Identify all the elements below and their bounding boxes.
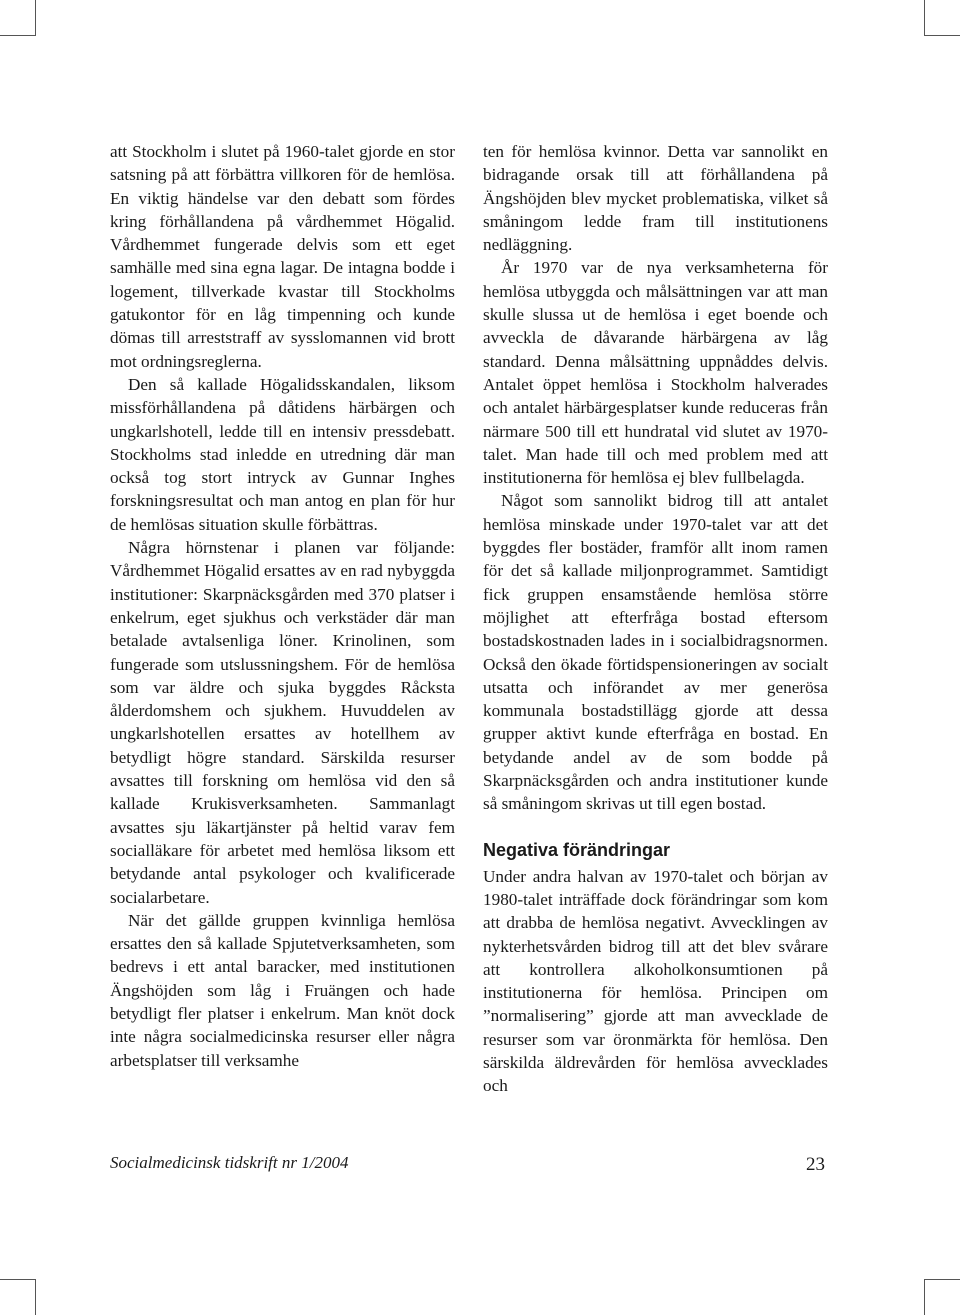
- body-paragraph: Några hörnstenar i planen var följande: Vårdhemmet Högalid ersattes av en rad nybyggda institutioner: Skarpnäcksgården med 370 platser i enkelrum, eget sjukhus och verkstäder där man betalade avtalsenliga löner. Krinolinen, som fungerade som utslussningshem. För de hemlösa som var äldre och sjuka byggdes Råcksta ålderdomshem och sjukhem. Huvuddelen av ungkarlshotellen ersattes av hotellhem av betydligt högre standard. Särskilda resurser avsattes till forskning om hemlösa vid den så kallade Krukisverksamheten. Sammanlagt avsattes sju läkartjänster på heltid varav fem socialläkare för arbetet med hemlösa liksom ett betydande antal psykologer och kvalificerade socialarbetare.: [110, 538, 455, 907]
- crop-mark: [924, 35, 960, 36]
- body-paragraph: Något som sannolikt bidrog till att antalet hemlösa minskade under 1970-talet var att det byggdes fler bostäder, framför allt inom ramen för det så kallade miljonprogrammet. Samtidigt fick gruppen ensamstående hemlösa större möjlighet att efterfråga bostad eftersom bostadskostnaden lades in i socialbidragsnormen. Också den ökade förtidspensioneringen av socialt utsatta och införandet av mer generösa kommunala bostadstillägg gjorde att dessa grupper aktivt kunde efterfråga en bostad. En betydande andel av de som bodde på Skarpnäcksgården och andra institutioner kunde så småningom skrivas ut till egen bostad.: [483, 491, 828, 814]
- body-paragraph: Under andra halvan av 1970-talet och början av 1980-talet inträffade dock förändringar som kom att drabba de hemlösa negativt. Avvecklingen av nykterhetsvården bidrog till att det blev svårare att kontrollera alkoholkonsumtionen på institutionerna för hemlösa. Principen om ”normalisering” gjorde att man avvecklade de resurser som var öronmärkta för hemlösa. Den särskilda äldrevården för hemlösa avvecklades och: [483, 866, 828, 1096]
- left-column: [110, 140, 455, 1072]
- crop-mark: [924, 1279, 960, 1280]
- page-number: 23: [806, 1154, 825, 1175]
- body-paragraph: År 1970 var de nya verksamheterna för hemlösa utbyggda och målsättningen var att man skulle slussa ut de hemlösa i eget boende och avveckla de dåvarande härbärgena av låg standard. Denna målsättning uppnåddes delvis. Antalet öppet hemlösa i Stockholm halverades och antalet härbärgesplatser kunde reduceras från närmare 500 till ett hundratal vid slutet av 1970-talet. Man hade till och med problem med att institutionerna för hemlösa ej blev fullbelagda.: [483, 258, 828, 488]
- journal-footer: Socialmedicinsk tidskrift nr 1/2004: [110, 1153, 349, 1172]
- body-paragraph: Den så kallade Högalidsskandalen, liksom missförhållandena på dåtidens härbärgen och ungkarlshotell, ledde till en intensiv pressdebatt. Stockholms stad inledde en utredning där man också tog stort intryck av Gunnar Inghes forskningsresultat och man antog en plan för hur de hemlösas situation skulle förbättras.: [110, 374, 455, 534]
- body-paragraph: När det gällde gruppen kvinnliga hemlösa ersattes den så kallade Spjutetverksamheten, som bedrevs i ett antal baracker, med institutionen Ängshöjden som låg i Fruängen och hade betydligt fler platser i enkelrum. Man knöt dock inte några socialmedicinska resurser eller några arbetsplatser till verksamhe: [110, 910, 455, 1070]
- crop-mark: [924, 0, 925, 36]
- crop-mark: [0, 35, 36, 36]
- body-paragraph: att Stockholm i slutet på 1960-talet gjorde en stor satsning på att förbättra villkoren för de hemlösa. En viktig händelse var den debatt som fördes kring förhållandena på vårdhemmet Högalid. Vårdhemmet fungerade delvis som ett eget samhälle med sina egna lagar. De intagna bodde i logement, tillverkade kvastar till Stockholms gatukontor för en låg timpenning och kunde dömas till arreststraff av sysslomannen vid brott mot ordningsreglerna.: [110, 142, 455, 371]
- right-column: [483, 140, 828, 1098]
- body-paragraph: ten för hemlösa kvinnor. Detta var sannolikt en bidragande orsak till att förhållandena på Ängshöjden blev mycket problematiska, vilket så småningom ledde fram till institutionens nedläggning.: [483, 142, 828, 255]
- crop-mark: [35, 1279, 36, 1315]
- crop-mark: [35, 0, 36, 36]
- crop-mark: [924, 1279, 925, 1315]
- crop-mark: [0, 1279, 36, 1280]
- section-heading: Negativa förändringar: [483, 839, 671, 860]
